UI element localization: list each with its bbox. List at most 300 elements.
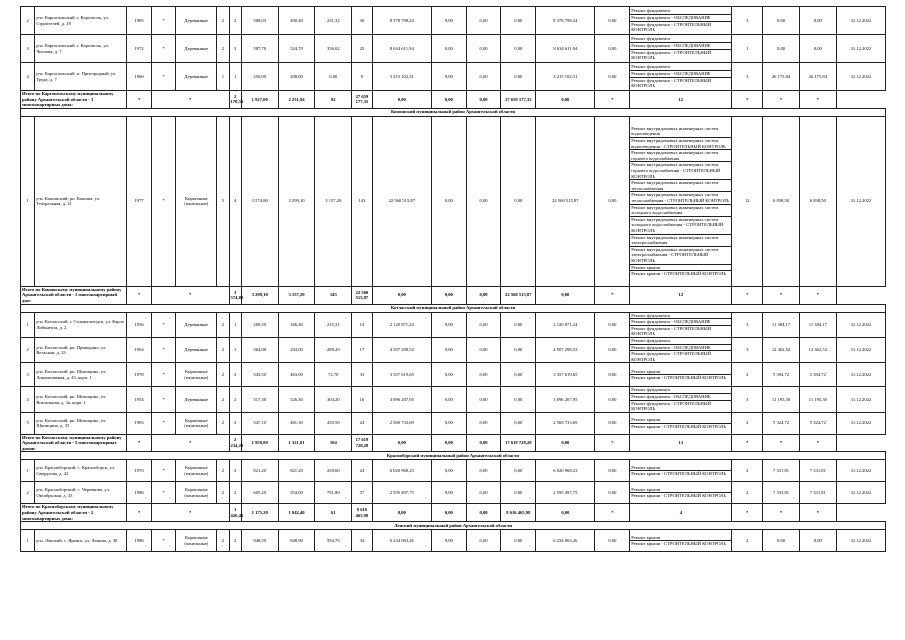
cell-deadline: 31.12.2022 [836,482,885,504]
cell-area-residential: 356,02 [315,35,352,63]
cell-area-premises: 490,40 [278,7,315,35]
cell-deadline: 31.12.2022 [836,7,885,35]
table-row [21,482,886,504]
cell-work-count: 2 [732,530,763,552]
total-c10: 0,00 [466,504,501,522]
cell-work-count: 2 [732,412,763,434]
cell-fund-federal: 0,00 [431,460,466,482]
work-item: Ремонт внутридомовых инженерных систем водоотведения - СТРОИТЕЛЬНЫЙ КОНТРОЛЬ [630,138,731,150]
total-c10: 0,00 [466,286,501,304]
cell-unit-cost: 11 384,17 [763,312,800,337]
total-c6: 61 [315,504,352,522]
cell-area-premises: 481,30 [278,412,315,434]
cell-work-count: 3 [732,337,763,362]
work-item: Ремонт фундамента - ОБСЛЕДОВАНИЕ [630,345,731,352]
cell-unit-cost: 7 331,81 [763,482,800,504]
cell-total-area: 948,50 [241,530,278,552]
cell-year: 1977 [127,116,152,286]
work-item: Ремонт крыши - СТРОИТЕЛЬНЫЙ КОНТРОЛЬ [631,541,727,547]
cell-area-premises: 186,40 [278,312,315,337]
cell-area-residential: 0,00 [315,63,352,91]
total-c9: 0,00 [431,91,466,109]
table-body [21,7,886,552]
cell-number: 3 [21,35,35,63]
total-c13: * [595,91,630,109]
section-header [21,522,886,530]
cell-fund-local: 0,00 [501,387,536,412]
cell-fund-local: 0,00 [501,116,536,286]
housing-repair-table [20,6,886,552]
cell-floors: 1 [217,63,229,91]
cell-floors: 2 [217,312,229,337]
work-item: Ремонт фундамента - СТРОИТЕЛЬНЫЙ КОНТРОЛЬ [631,21,711,33]
cell-residents: 25 [352,35,372,63]
work-item: Ремонт фундамента - ОБСЛЕДОВАНИЕ [630,394,731,401]
cell-fund-federal: 0,00 [431,35,466,63]
cell-deadline: 31.12.2022 [836,116,885,286]
cell-year: 1960 [127,63,152,91]
cell-number: 2 [21,337,35,362]
cell-works [630,460,732,482]
cell-total-area: 209,50 [241,312,278,337]
cell-wall-material: Деревянные [176,387,217,412]
cell-entrances: 1 [229,63,241,91]
cell-fund-regional: 0,00 [466,63,501,91]
cell-fund-federal: 0,00 [431,7,466,35]
cell-residents: 34 [352,530,372,552]
cell-address: р-н. Каргопольский, г. Каргополь, ул. Чкалова, д. 7 [35,35,127,63]
cell-total-area: 821,20 [241,460,278,482]
cell-fund-federal: 0,00 [431,530,466,552]
cell-area-residential: 594,70 [315,530,352,552]
cell-entrances: 3 [229,35,241,63]
table-row [21,387,886,412]
cell-fund-regional: 0,00 [466,35,501,63]
cell-total-area: 543,50 [241,363,278,387]
cell-address: р-н. Красноборский, с. Черевково, ул. Октябрьская, д. 33 [35,482,127,504]
cell-address: р-н. Красноборский, с. Красноборск, ул. Свердлова, д. 42 [35,460,127,482]
cell-unit-cost: 11 195,30 [763,387,800,412]
cell-address: р-н. Котласский, рп. Приводино, ул. Вельская, д. 33 [35,337,127,362]
cell-number: 4 [21,387,35,412]
total-c7: 27 659 177,35 [352,91,372,109]
total-c14: 13 [630,434,732,452]
cell-fund-owners: 6 020 968,23 [536,460,595,482]
cell-max-unit-cost: 11 195,30 [799,387,836,412]
cell-year-renovation: * [151,530,176,552]
cell-deadline: 31.12.2022 [836,363,885,387]
cell-year: 1986 [127,482,152,504]
cell-area-premises: 463,00 [278,363,315,387]
cell-cost: 8 634 611,94 [372,35,431,63]
cell-deadline: 31.12.2022 [836,312,885,337]
total-c7: 8 616 465,98 [352,504,372,522]
total-c2: * [151,91,229,109]
cell-work-count: 2 [732,482,763,504]
work-item: Ремонт внутридомовых инженерных систем теплоснабжения [630,180,731,192]
cell-area-premises: 524,70 [278,35,315,63]
cell-area-residential: 439,50 [315,412,352,434]
cell-total-area: 605,20 [241,482,278,504]
total-c14: 12 [630,286,732,304]
cell-area-residential: 231,32 [315,7,352,35]
cell-fund-regional: 0,00 [466,530,501,552]
cell-fund-other: 0,00 [595,482,630,504]
table-row [21,530,886,552]
cell-unit-cost: 7 331,81 [763,460,800,482]
cell-fund-local: 0,00 [501,412,536,434]
cell-address: р-н. Ленский, с. Яренск, ул. Ленина, д. 38 [35,530,127,552]
cell-fund-owners: 2 569 733,69 [536,412,595,434]
total-c12: 0,00 [536,91,595,109]
cell-works [630,363,732,387]
work-item: Ремонт фундамента [630,338,731,345]
cell-wall-material: Кирпичные (панельные) [176,460,217,482]
cell-cost: 22 560 515,87 [372,116,431,286]
cell-fund-owners: 3 215 102,31 [536,63,595,91]
cell-unit-cost: 12 362,52 [763,337,800,362]
cell-work-count: 3 [732,312,763,337]
cell-entrances: 2 [229,460,241,482]
cell-cost: 8 378 798,24 [372,7,431,35]
total-c15: * [732,434,763,452]
total-c8: 0,00 [372,91,431,109]
cell-fund-other: 0,00 [595,35,630,63]
cell-number: 1 [21,312,35,337]
total-c17: * [799,434,836,452]
work-item: Ремонт фундамента [630,313,731,320]
section-title: Красноборский муниципальный район Архангельской области [21,452,886,460]
cell-fund-other: 0,00 [595,312,630,337]
cell-floors: 2 [217,7,229,35]
total-c15: * [732,504,763,522]
total-c1: * [127,434,152,452]
cell-fund-other: 0,00 [595,387,630,412]
cell-fund-federal: 0,00 [431,387,466,412]
total-c4: 1 927,00 [241,91,278,109]
cell-entrances: 2 [229,387,241,412]
cell-fund-owners: 8 378 798,24 [536,7,595,35]
total-c17: * [799,91,836,109]
cell-fund-federal: 0,00 [431,116,466,286]
cell-wall-material: Кирпичные (панельные) [176,530,217,552]
cell-area-residential: 304,20 [315,387,352,412]
cell-works [630,337,732,362]
work-item: Ремонт внутридомовых инженерных систем горячего водоснабжения [630,150,731,162]
cell-fund-other: 0,00 [595,63,630,91]
cell-number: 1 [21,460,35,482]
cell-year-renovation: * [151,387,176,412]
cell-works [630,116,732,286]
cell-residents: 9 [352,63,372,91]
table-row [21,412,886,434]
cell-residents: 16 [352,387,372,412]
cell-deadline: 31.12.2022 [836,337,885,362]
cell-fund-owners: 3 357 619,65 [536,363,595,387]
cell-cost: 2 595 497,75 [372,482,431,504]
cell-area-residential: 72,70 [315,363,352,387]
section-title: Коношский муниципальный район Архангельской области [21,108,886,116]
work-item: Ремонт внутридомовых инженерных систем горячего водоснабжения - СТРОИТЕЛЬНЫЙ КОНТРОЛЬ [630,162,731,180]
total-c2: * [151,434,229,452]
cell-max-unit-cost: 7 331,81 [799,460,836,482]
total-c6: 92 [315,91,352,109]
total-label: Итого по Котласскому муниципальному району Архангельской области - 5 многоквартирных домов: [21,434,127,452]
cell-area-residential: 215,31 [315,312,352,337]
cell-fund-owners: 2 120 871,24 [536,312,595,337]
cell-max-unit-cost: 0,00 [799,35,836,63]
cell-fund-local: 0,00 [501,312,536,337]
cell-work-count: 3 [732,63,763,91]
cell-total-area: 250,00 [241,63,278,91]
cell-year-renovation: * [151,116,176,286]
work-item: Ремонт фундамента [630,64,731,71]
table-row [21,337,886,362]
cell-area-residential: 289,20 [315,337,352,362]
cell-area-premises: 821,20 [278,460,315,482]
work-item: Ремонт фундамента [630,36,731,43]
cell-max-unit-cost: 6 838,50 [799,116,836,286]
total-c8: 0,00 [372,286,431,304]
cell-max-unit-cost: 5 324,72 [799,412,836,434]
work-item: Ремонт крыши - СТРОИТЕЛЬНЫЙ КОНТРОЛЬ [631,423,727,429]
section-title: Котласский муниципальный район Архангельской области [21,304,886,312]
cell-works [630,482,732,504]
cell-floors: 2 [217,363,229,387]
total-c8: 0,00 [372,504,431,522]
cell-year-renovation: * [151,482,176,504]
cell-year: 1972 [127,35,152,63]
total-c7: 22 560 515,87 [352,286,372,304]
total-c17: * [799,286,836,304]
cell-area-premises: 3 299,10 [278,116,315,286]
work-item: Ремонт внутридомовых инженерных систем холодного водоснабжения - СТРОИТЕЛЬНЫЙ КОНТРОЛЬ [630,217,731,235]
cell-area-premises: 526,30 [278,387,315,412]
cell-deadline: 31.12.2022 [836,460,885,482]
cell-year: 1964 [127,337,152,362]
total-c14: 12 [630,91,732,109]
cell-entrances: 2 [229,7,241,35]
total-c2: * [151,504,229,522]
cell-area-premises: 294,00 [278,337,315,362]
total-row [21,434,886,452]
cell-deadline: 31.12.2022 [836,63,885,91]
total-row [21,504,886,522]
table-row [21,460,886,482]
section-header [21,304,886,312]
section-title: Ленский муниципальный район Архангельской области [21,522,886,530]
total-c10: 0,00 [466,434,501,452]
total-c9: 0,00 [431,286,466,304]
cell-max-unit-cost: 0,00 [799,7,836,35]
work-item: Ремонт крыши [630,265,731,272]
cell-fund-federal: 0,00 [431,482,466,504]
work-item: Ремонт фундамента - ОБСЛЕДОВАНИЕ [630,15,731,22]
cell-fund-local: 0,00 [501,7,536,35]
cell-year: 1956 [127,312,152,337]
cell-address: р-н. Каргопольский, г. Каргополь, ул. Строителей, д. 18 [35,7,127,35]
cell-fund-regional: 0,00 [466,412,501,434]
cell-fund-regional: 0,00 [466,460,501,482]
cell-fund-owners: 3 096 207,95 [536,387,595,412]
cell-residents: 30 [352,7,372,35]
cell-max-unit-cost: 0,00 [799,530,836,552]
cell-work-count: 3 [732,387,763,412]
cell-total-area: 364,00 [241,337,278,362]
total-label: Итого по Красноборскому муниципальному району Архангельской области - 2 многоквартирных дома: [21,504,127,522]
cell-unit-cost: 0,00 [763,530,800,552]
cell-wall-material: Деревянные [176,337,217,362]
cell-year: 1954 [127,387,152,412]
cell-number: 4 [21,63,35,91]
cell-max-unit-cost: 26 175,84 [799,63,836,91]
cell-area-residential: 3 157,29 [315,116,352,286]
cell-floors: 2 [217,387,229,412]
cell-work-count: 3 [732,7,763,35]
cell-unit-cost: 0,00 [763,35,800,63]
total-c1: * [127,504,152,522]
cell-max-unit-cost: 5 394,72 [799,363,836,387]
total-c6: 104 [315,434,352,452]
cell-residents: 143 [352,116,372,286]
cell-year: 1986 [127,530,152,552]
total-c5: 3 157,29 [278,286,315,304]
work-item: Ремонт крыши - СТРОИТЕЛЬНЫЙ КОНТРОЛЬ [631,493,727,499]
cell-fund-federal: 0,00 [431,312,466,337]
cell-fund-other: 0,00 [595,7,630,35]
register-sheet [20,6,886,552]
cell-deadline: 31.12.2022 [836,530,885,552]
total-c15: * [732,91,763,109]
cell-total-area: 547,10 [241,412,278,434]
cell-entrances: 2 [229,412,241,434]
cell-floors: 2 [217,35,229,63]
total-c16: * [763,91,800,109]
cell-works [630,7,732,35]
cell-wall-material: Кирпичные (панельные) [176,412,217,434]
section-header [21,108,886,116]
cell-fund-local: 0,00 [501,530,536,552]
section-header [21,452,886,460]
work-item: Ремонт крыши [630,487,731,494]
cell-total-area: 508,03 [241,7,278,35]
total-c10: 0,00 [466,91,501,109]
cell-entrances: 2 [229,530,241,552]
cell-year-renovation: * [151,460,176,482]
total-c16: * [763,286,800,304]
total-c11: 22 560 515,87 [501,286,536,304]
cell-year-renovation: * [151,337,176,362]
table-row [21,7,886,35]
cell-cost: 6 020 968,23 [372,460,431,482]
cell-wall-material: Деревянные [176,312,217,337]
cell-fund-local: 0,00 [501,63,536,91]
cell-residents: 33 [352,363,372,387]
cell-works [630,312,732,337]
total-c9: 0,00 [431,504,466,522]
total-c17: * [799,504,836,522]
cell-fund-owners: 4 507 298,52 [536,337,595,362]
cell-year: 1978 [127,363,152,387]
total-label: Итого по Каргопольскому муниципальному району Архангельской области - 3 многоквартирных дома: [21,91,127,109]
cell-total-area: 587,70 [241,35,278,63]
table-row [21,63,886,91]
cell-address: р-н. Котласский, рп. Шипицино, ул. Вокзальная, д. 3а, корп. 1 [35,387,127,412]
total-row [21,286,886,304]
work-item: Ремонт фундамента [630,8,731,15]
cell-number: 3 [21,363,35,387]
total-c2: * [151,286,229,304]
cell-cost: 3 357 619,65 [372,363,431,387]
cell-year-renovation: * [151,35,176,63]
cell-fund-local: 0,00 [501,460,536,482]
cell-year-renovation: * [151,312,176,337]
cell-year-renovation: * [151,7,176,35]
cell-fund-regional: 0,00 [466,312,501,337]
total-c9: 0,00 [431,434,466,452]
cell-wall-material: Кирпичные (панельные) [176,116,217,286]
table-row [21,363,886,387]
cell-works [630,412,732,434]
cell-cost: 4 507 298,52 [372,337,431,362]
work-item: Ремонт крыши [630,465,731,472]
total-c8: 0,00 [372,434,431,452]
cell-fund-owners: 8 634 611,94 [536,35,595,63]
cell-floors: 2 [217,337,229,362]
cell-fund-owners: 6 234 063,26 [536,530,595,552]
total-c3: 1 426,40 [229,504,241,522]
total-c11: 17 619 728,28 [501,434,536,452]
cell-fund-other: 0,00 [595,363,630,387]
work-item: Ремонт фундамента - ОБСЛЕДОВАНИЕ [630,71,731,78]
total-c4: 3 299,10 [241,286,278,304]
cell-works [630,530,732,552]
work-item: Ремонт внутридомовых инженерных систем холодного водоснабжения [630,205,731,217]
work-item: Ремонт фундамента - СТРОИТЕЛЬНЫЙ КОНТРОЛЬ [631,77,711,89]
total-c3: 3 574,80 [229,286,241,304]
cell-floors: 5 [217,116,229,286]
work-item: Ремонт фундамента - СТРОИТЕЛЬНЫЙ КОНТРОЛЬ [631,400,711,412]
cell-wall-material: Деревянные [176,7,217,35]
cell-max-unit-cost: 11 384,17 [799,312,836,337]
cell-unit-cost: 6 838,50 [763,116,800,286]
cell-unit-cost: 0,00 [763,7,800,35]
total-row [21,91,886,109]
work-item: Ремонт крыши - СТРОИТЕЛЬНЫЙ КОНТРОЛЬ [631,375,727,381]
total-c13: * [595,504,630,522]
total-c15: * [732,286,763,304]
total-label: Итого по Коношскому муниципальному району Архангельской области - 1 многоквартирный дом: [21,286,127,304]
work-item: Ремонт крыши [630,369,731,376]
cell-fund-other: 0,00 [595,460,630,482]
cell-fund-federal: 0,00 [431,63,466,91]
cell-work-count: 1 [732,35,763,63]
work-item: Ремонт крыши [630,535,731,542]
total-c6: 143 [315,286,352,304]
cell-works [630,387,732,412]
cell-entrances: 1 [229,312,241,337]
cell-area-premises: 354,00 [278,482,315,504]
cell-fund-other: 0,00 [595,412,630,434]
cell-fund-other: 0,00 [595,337,630,362]
cell-unit-cost: 5 394,72 [763,363,800,387]
cell-year-renovation: * [151,363,176,387]
cell-fund-owners: 22 560 515,87 [536,116,595,286]
total-c13: * [595,286,630,304]
cell-deadline: 31.12.2022 [836,387,885,412]
cell-floors: 2 [217,482,229,504]
total-c7: 17 619 728,28 [352,434,372,452]
